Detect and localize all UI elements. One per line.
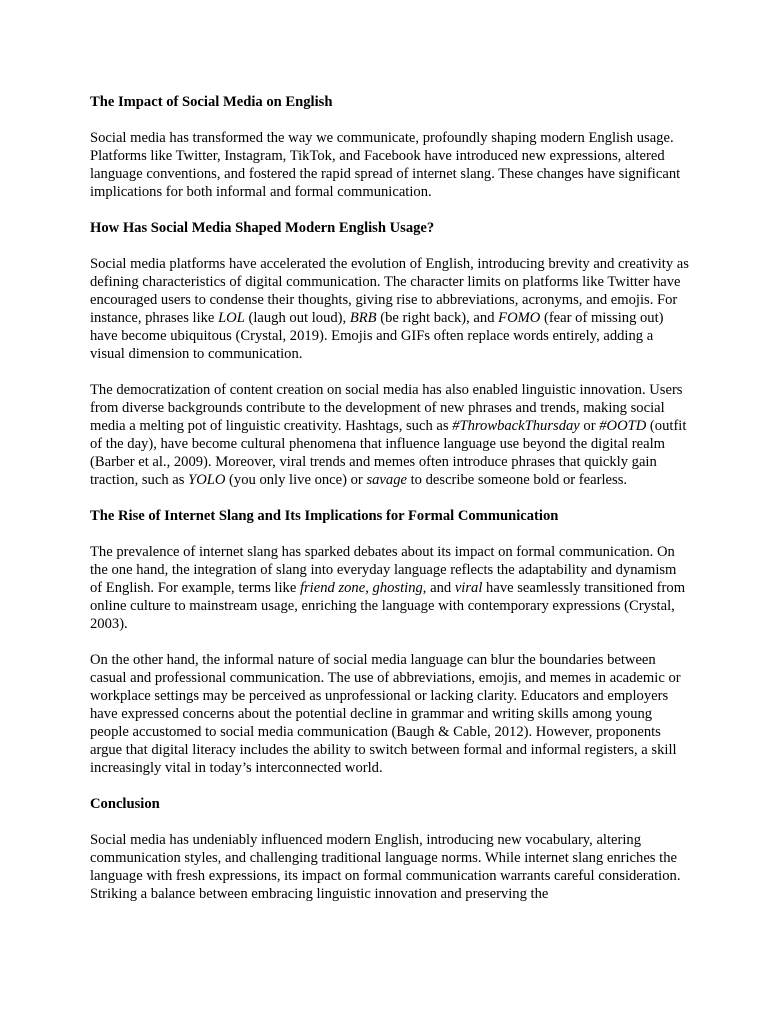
text-run: , and <box>422 580 455 596</box>
spacer <box>90 525 690 543</box>
conclusion-paragraph: Social media has undeniably influenced modern English, introducing new vocabulary, altering communication styles, and challenging traditional language norms. While internet slang enriches the language with fresh expressions, its impact on formal communication warrants careful consideration. Striking a balance between embracing linguistic innovation and preserving the <box>90 832 681 902</box>
spacer <box>90 363 690 381</box>
section-heading-conclusion: Conclusion <box>90 796 160 812</box>
spacer <box>90 633 690 651</box>
text-run: The democratization of content creation on social media has also enabled linguistic innovation. Users from diverse backgrounds contribute to the development of new phrases and trends, making social media a melting pot of linguistic creativity. Hashtags, such as <box>90 382 683 434</box>
text-run: Social media platforms have accelerated the evolution of English, introducing brevity and creativity as defining characteristics of digital communication. The character limits on platforms like Twitter have encouraged users to condense their thoughts, giving rise to abbreviations, acronyms, and emojis. For instance, phrases like <box>90 256 689 326</box>
spacer <box>90 237 690 255</box>
text-run: (outfit of the day), have become cultural phenomena that influence language use beyond the digital realm (Barber et al., 2009). Moreover, viral trends and memes often introduce phrases that quickly gain traction, such as <box>90 418 687 488</box>
document-page <box>90 93 690 903</box>
italic-term-lol: LOL <box>218 310 245 326</box>
document-title: The Impact of Social Media on English <box>90 94 333 110</box>
text-run: have seamlessly transitioned from online culture to mainstream usage, enriching the language with contemporary expressions (Crystal, 2003). <box>90 580 686 632</box>
italic-term-ghosting: ghosting <box>372 580 423 596</box>
section-heading-internet-slang: The Rise of Internet Slang and Its Implications for Formal Communication <box>90 508 559 524</box>
section1-paragraph-1 <box>90 255 690 363</box>
italic-term-brb: BRB <box>349 310 377 326</box>
italic-term-throwbackthursday: #ThrowbackThursday <box>452 418 580 434</box>
section1-paragraph-2 <box>90 381 690 489</box>
spacer <box>90 111 690 129</box>
text-run: (laugh out loud), <box>244 310 350 326</box>
spacer <box>90 813 690 831</box>
italic-term-savage: savage <box>366 472 407 488</box>
text-run: , <box>365 580 373 596</box>
intro-paragraph: Social media has transformed the way we communicate, profoundly shaping modern English usage. Platforms like Twitter, Instagram, TikTok, and Facebook have introduced new expressions, altered language conventions, and fostered the rapid spread of internet slang. These changes have significant implications for both informal and formal communication. <box>90 130 681 200</box>
section2-paragraph-1 <box>90 543 690 633</box>
text-run: (be right back), and <box>376 310 499 326</box>
text-run: to describe someone bold or fearless. <box>406 472 628 488</box>
text-run: or <box>579 418 600 434</box>
section-heading-shaped-usage: How Has Social Media Shaped Modern English Usage? <box>90 220 435 236</box>
italic-term-friend-zone: friend zone <box>299 580 366 596</box>
section2-paragraph-2: On the other hand, the informal nature of social media language can blur the boundaries between casual and professional communication. The use of abbreviations, emojis, and memes in academic or workplace settings may be perceived as unprofessional or lacking clarity. Educators and employers have expressed concerns about the potential decline in grammar and writing skills among young people accustomed to social media communication (Baugh & Cable, 2012). However, proponents argue that digital literacy includes the ability to switch between formal and informal registers, a skill increasingly vital in today’s interconnected world. <box>90 652 681 776</box>
italic-term-ootd: #OOTD <box>599 418 647 434</box>
spacer <box>90 777 690 795</box>
italic-term-yolo: YOLO <box>188 472 226 488</box>
italic-term-viral: viral <box>454 580 483 596</box>
text-run: The prevalence of internet slang has sparked debates about its impact on formal communication. On the one hand, the integration of slang into everyday language reflects the adaptability and dynamism of English. For example, terms like <box>90 544 677 596</box>
spacer <box>90 201 690 219</box>
italic-term-fomo: FOMO <box>498 310 541 326</box>
text-run: (you only live once) or <box>225 472 367 488</box>
text-run: (fear of missing out) have become ubiquitous (Crystal, 2019). Emojis and GIFs often replace words entirely, adding a visual dimension to communication. <box>90 310 664 362</box>
spacer <box>90 489 690 507</box>
